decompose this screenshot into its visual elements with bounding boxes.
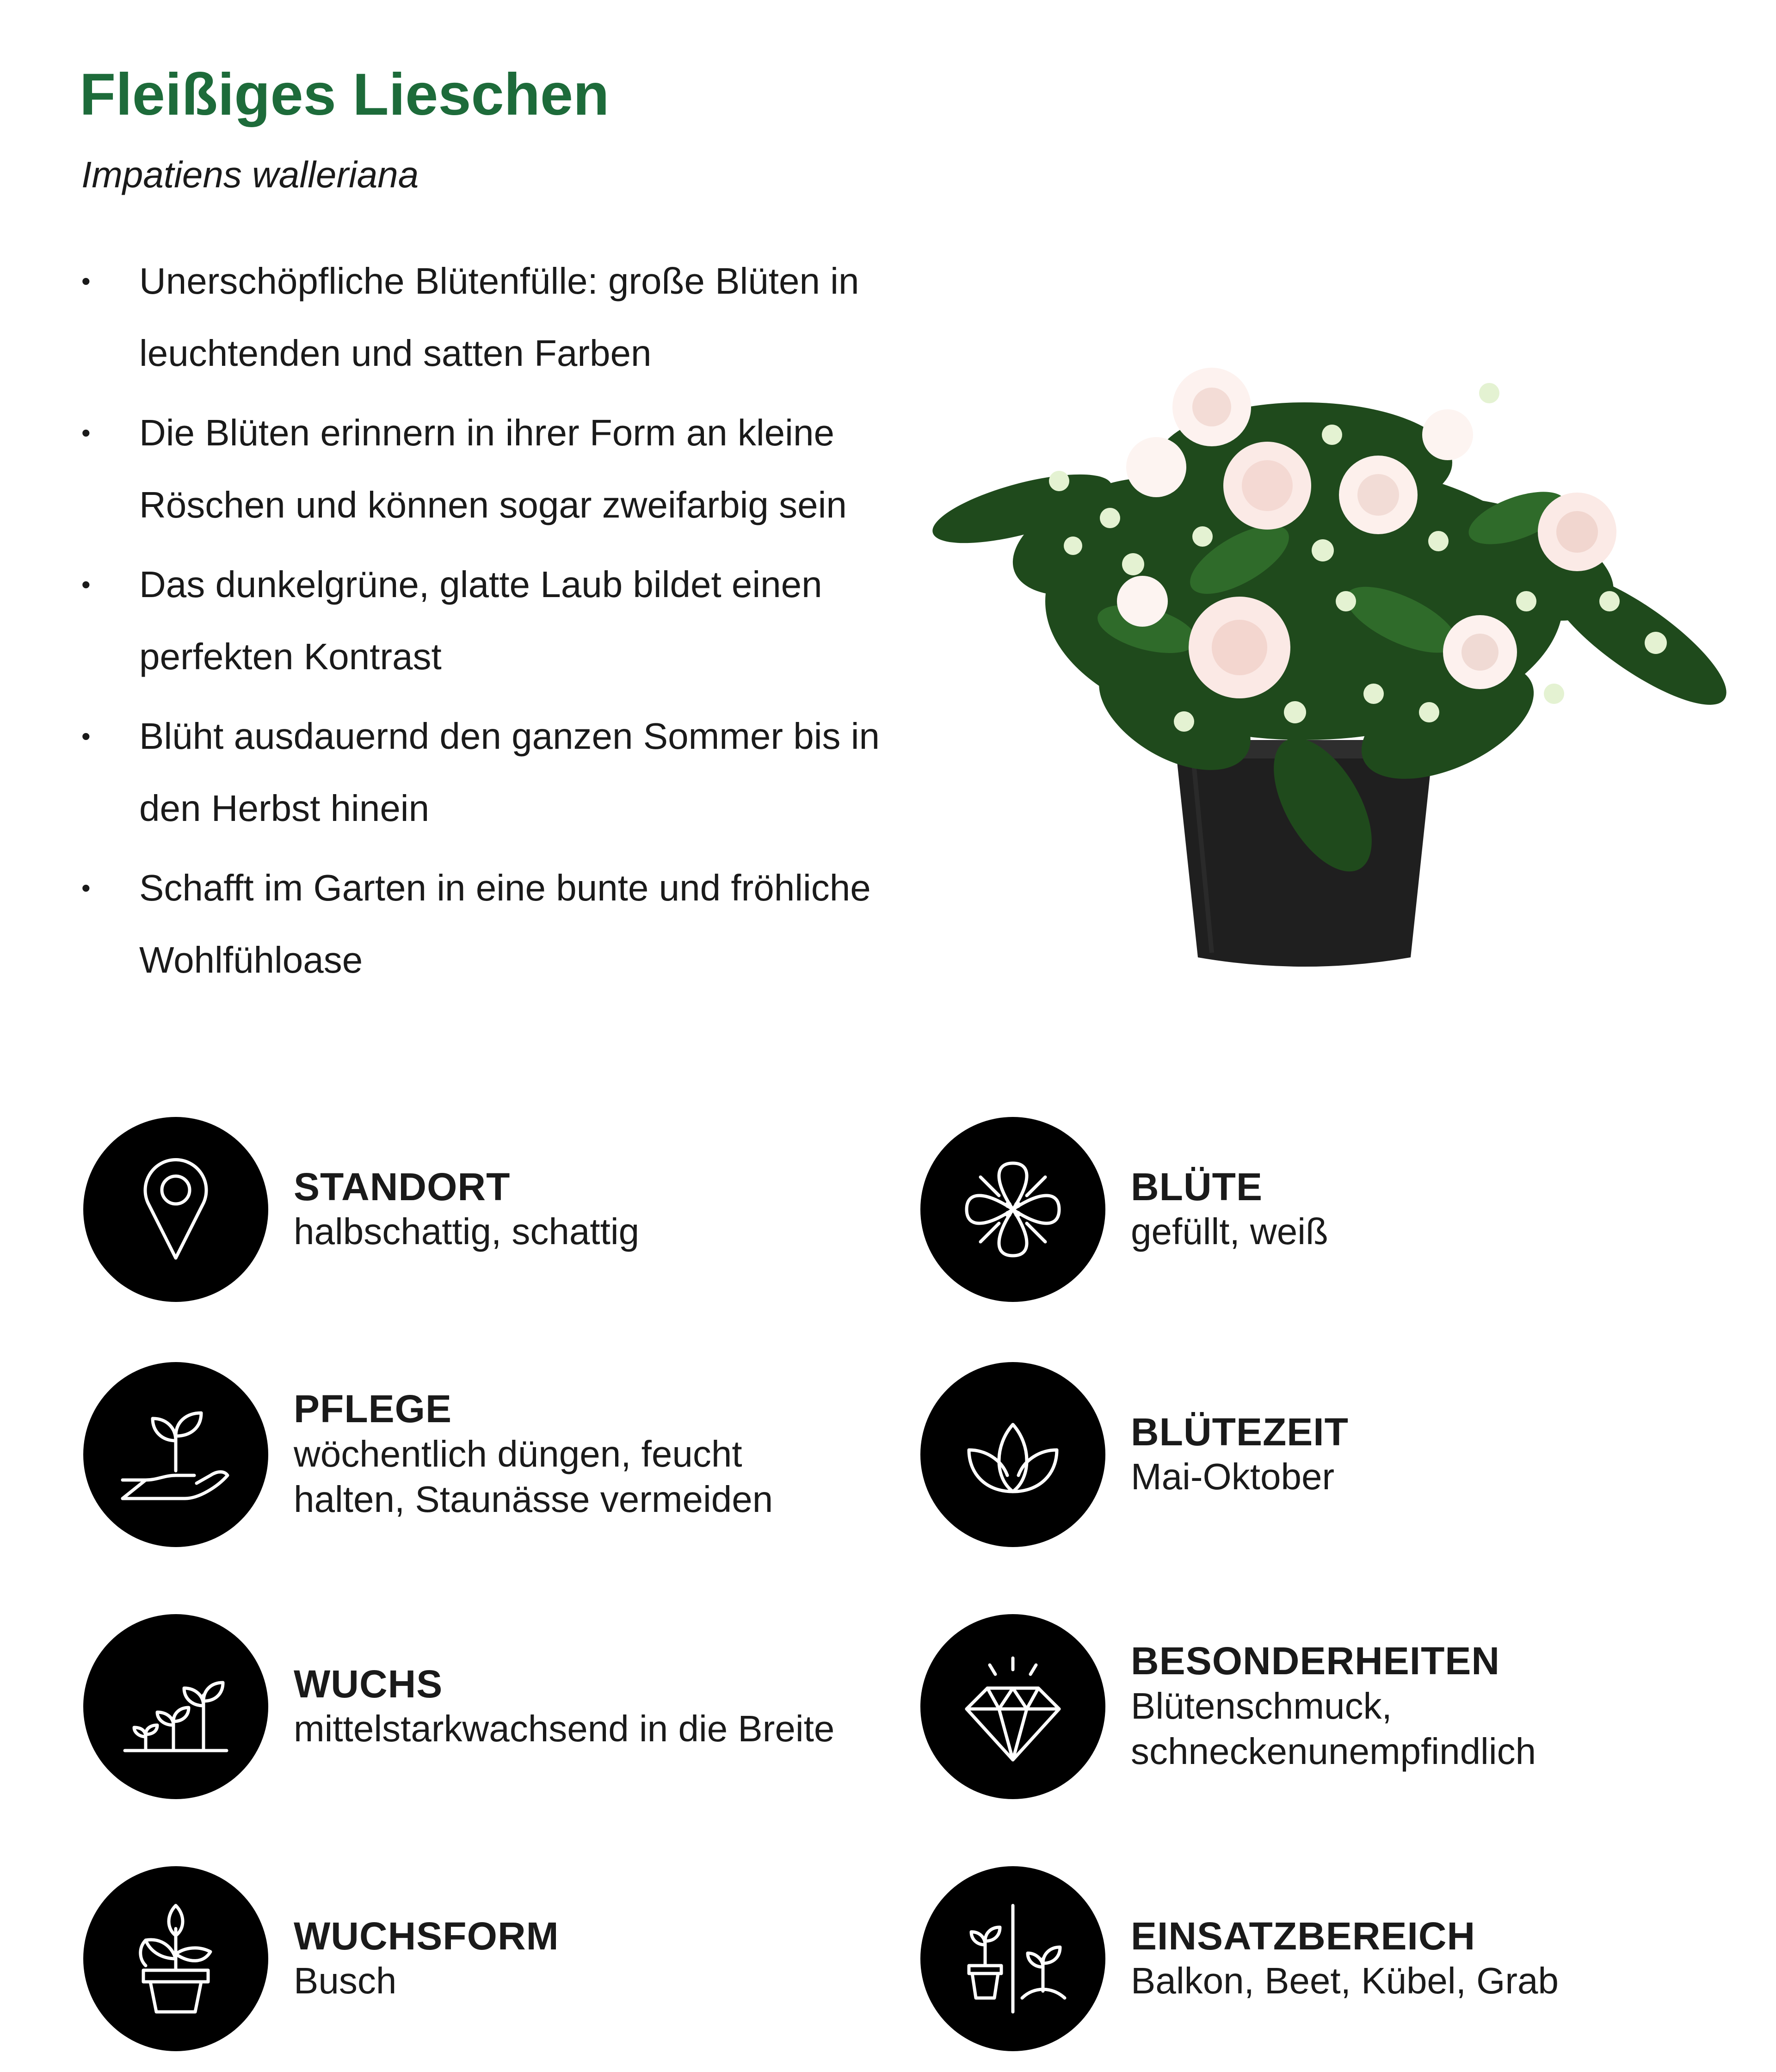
feature-icon-badge (83, 1866, 268, 2051)
feature-value: Mai-Oktober (1131, 1456, 1335, 1498)
feature-standort (83, 1117, 893, 1307)
feature-value: Busch (294, 1960, 397, 2002)
feature-value: halbschattig, schattig (294, 1211, 640, 1252)
feature-pflege (83, 1362, 893, 1552)
feature-label: PFLEGE (294, 1387, 452, 1431)
feature-label: WUCHS (294, 1662, 443, 1706)
feature-wuchs (83, 1614, 893, 1804)
feature-einsatzbereich (920, 1866, 1730, 2056)
bullet-item: • Blüht ausdauernd den ganzen Sommer bis in den Herbst hinein (81, 700, 905, 845)
flower-icon (944, 1140, 1082, 1279)
diamond-icon (944, 1637, 1082, 1776)
bullet-dot: • (81, 266, 91, 296)
bullet-item: • Die Blüten erinnern in ihrer Form an kleine Röschen und können sogar zweifarbig sein (81, 397, 905, 541)
feature-icon-badge (920, 1866, 1105, 2051)
feature-icon-badge (920, 1117, 1105, 1302)
feature-label: BESONDERHEITEN (1131, 1639, 1500, 1683)
plant-foliage (926, 402, 1743, 888)
feature-label: WUCHSFORM (294, 1914, 559, 1958)
pot-and-ground-plant-icon (944, 1889, 1082, 2028)
feature-bullet-list (81, 245, 905, 1004)
bullet-dot: • (81, 873, 91, 902)
feature-value: wöchentlich düngen, feucht halten, Staunässe vermeiden (294, 1433, 773, 1520)
page-title: Fleißiges Lieschen (80, 62, 610, 128)
bullet-dot: • (81, 418, 91, 447)
botanical-name: Impatiens walleriana (81, 154, 419, 195)
feature-icon-badge (920, 1362, 1105, 1547)
hand-seedling-icon (106, 1385, 245, 1524)
feature-label: BLÜTE (1131, 1165, 1263, 1209)
potted-plant-icon (106, 1889, 245, 2028)
bullet-item: • Schafft im Garten in eine bunte und fröhliche Wohlfühloase (81, 852, 905, 996)
bullet-item: • Unerschöpfliche Blütenfülle: große Blüten in leuchtenden und satten Farben (81, 245, 905, 389)
growing-sprouts-icon (106, 1637, 245, 1776)
feature-value: gefüllt, weiß (1131, 1211, 1328, 1252)
feature-label: BLÜTEZEIT (1131, 1410, 1349, 1454)
plant-product-image (916, 342, 1758, 980)
feature-wuchsform (83, 1866, 893, 2056)
bullet-item: • Das dunkelgrüne, glatte Laub bildet einen perfekten Kontrast (81, 549, 905, 693)
bullet-dot: • (81, 570, 91, 599)
feature-bluetezeit (920, 1362, 1730, 1552)
lotus-icon (944, 1385, 1082, 1524)
feature-value: mittelstarkwachsend in die Breite (294, 1708, 835, 1750)
feature-bluete (920, 1117, 1730, 1307)
feature-icon-badge (83, 1117, 268, 1302)
feature-icon-badge (83, 1614, 268, 1799)
feature-besonderheiten (920, 1614, 1730, 1804)
feature-icon-badge (83, 1362, 268, 1547)
feature-value: Balkon, Beet, Kübel, Grab (1131, 1960, 1559, 2002)
bullet-dot: • (81, 722, 91, 751)
location-pin-icon (106, 1140, 245, 1279)
feature-value: Blütenschmuck, schneckenunempfindlich (1131, 1685, 1536, 1772)
feature-label: EINSATZBEREICH (1131, 1914, 1476, 1958)
feature-label: STANDORT (294, 1165, 511, 1209)
feature-icon-badge (920, 1614, 1105, 1799)
